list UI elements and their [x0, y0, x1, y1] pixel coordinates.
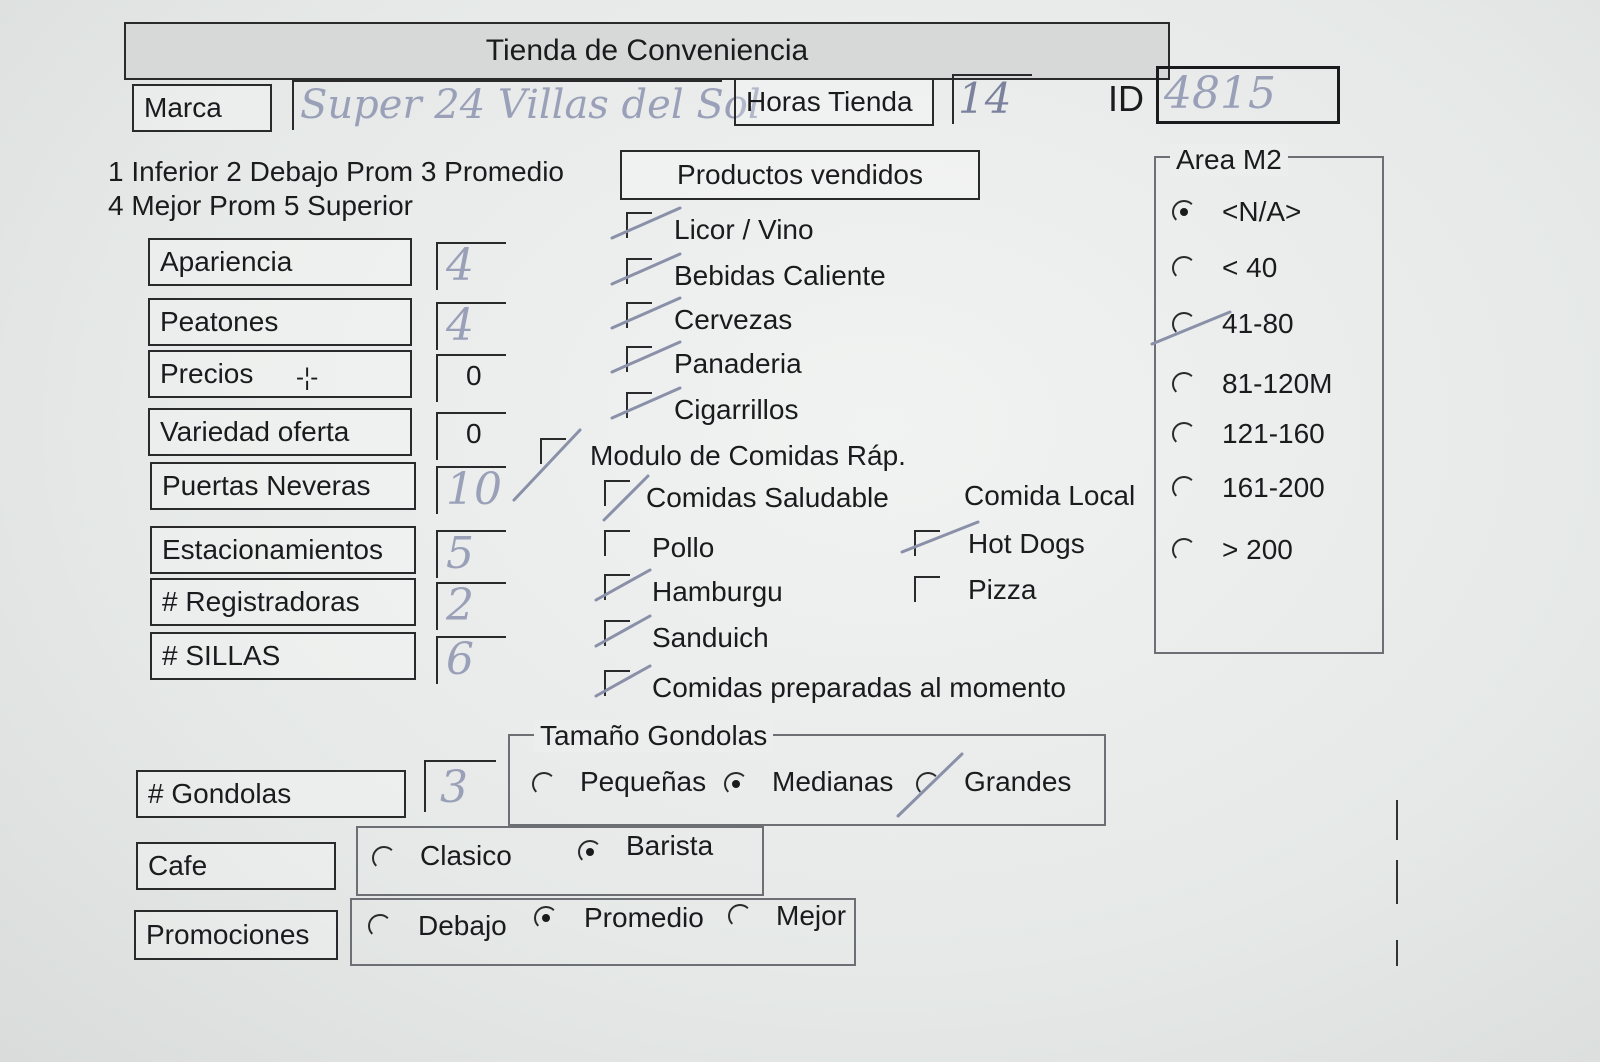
- horas-tienda-label-text: Horas Tienda: [746, 86, 913, 117]
- fast-food-check-stroke: [514, 430, 580, 500]
- promociones-label-text: Promociones: [146, 919, 310, 950]
- promo-option-label: Mejor: [776, 900, 847, 931]
- gondolas-label-text: # Gondolas: [148, 778, 292, 809]
- rating-value-peatones: 4: [446, 300, 474, 351]
- healthy-food-label: Comidas Saludable: [646, 482, 889, 513]
- product-check-stroke-1: [612, 254, 680, 284]
- promo-option-label: Promedio: [584, 902, 704, 933]
- food-label: Hamburgu: [652, 576, 783, 607]
- area-option-label: < 40: [1222, 252, 1278, 283]
- food-label: Pollo: [652, 532, 715, 563]
- scale-legend-line1: 1 Inferior 2 Debajo Prom 3 Promedio: [108, 156, 564, 187]
- rating-label-text: Variedad oferta: [160, 416, 350, 447]
- rating-label-text: Estacionamientos: [162, 534, 384, 565]
- id-value: 4815: [1164, 68, 1276, 119]
- rating-label-text: Puertas Neveras: [162, 470, 371, 501]
- comida-local-label: Comida Local: [964, 480, 1136, 511]
- product-label: Panaderia: [674, 348, 802, 379]
- rating-value-precios: 0: [466, 360, 482, 391]
- healthy-check-stroke: [604, 476, 648, 520]
- area-option-label: > 200: [1222, 534, 1293, 565]
- rating-value-registradoras: 2: [446, 580, 474, 631]
- product-label: Bebidas Caliente: [674, 260, 886, 291]
- gondola-size-label: Medianas: [772, 766, 894, 797]
- product-check-stroke-4: [612, 388, 680, 418]
- food-check-stroke-1: [596, 570, 650, 600]
- area-option-label: 41-80: [1222, 308, 1294, 339]
- local-food-label: Pizza: [968, 574, 1037, 605]
- local-food-label: Hot Dogs: [968, 528, 1085, 559]
- id-label: ID: [1108, 78, 1144, 119]
- gondola-size-label: Grandes: [964, 766, 1072, 797]
- marca-label-text: Marca: [144, 92, 222, 123]
- product-check-stroke-2: [612, 298, 680, 328]
- area-option-label: <N/A>: [1222, 196, 1302, 227]
- area-option-label: 121-160: [1222, 418, 1325, 449]
- food-check-stroke-3: [596, 666, 650, 696]
- area-mark-stroke-2: [1152, 312, 1230, 344]
- tamano-gondolas-legend: Tamaño Gondolas: [534, 720, 773, 752]
- marca-value: Super 24 Villas del Sol: [300, 82, 761, 128]
- product-check-stroke-0: [612, 208, 680, 238]
- area-option-label: 161-200: [1222, 472, 1325, 503]
- rating-label-text: Precios: [160, 358, 254, 389]
- food-label: Sanduich: [652, 622, 769, 653]
- area-m2-legend: Area M2: [1170, 144, 1288, 176]
- rating-value-estacionamientos: 5: [446, 528, 474, 579]
- gondolas-value: 3: [440, 762, 468, 813]
- cafe-option-label: Clasico: [420, 840, 512, 871]
- rating-label-text: # SILLAS: [162, 640, 281, 671]
- gondola-size-label: Pequeñas: [580, 766, 707, 797]
- product-label: Cervezas: [674, 304, 793, 335]
- form-title-text: Tienda de Conveniencia: [485, 34, 809, 67]
- gondola-mark-stroke-2: [898, 754, 962, 816]
- rating-value-apariencia: 4: [446, 240, 474, 291]
- rating-value-puertas-neveras: 10: [446, 464, 502, 515]
- rating-value-variedad-oferta: 0: [466, 418, 482, 449]
- rating-value-sillas: 6: [446, 634, 474, 685]
- area-option-label: 81-120M: [1222, 368, 1333, 399]
- fast-food-label: Modulo de Comidas Ráp.: [590, 440, 906, 471]
- precios-cursor-mark: -¦-: [296, 364, 319, 391]
- food-label: Comidas preparadas al momento: [652, 672, 1066, 703]
- productos-vendidos-text: Productos vendidos: [677, 159, 923, 190]
- product-check-stroke-3: [612, 342, 680, 372]
- scale-legend-line2: 4 Mejor Prom 5 Superior: [108, 190, 414, 221]
- promo-option-label: Debajo: [418, 910, 507, 941]
- cafe-label-text: Cafe: [148, 850, 208, 881]
- food-check-stroke-2: [596, 616, 650, 646]
- horas-tienda-value: 14: [958, 74, 1012, 123]
- local-food-check-stroke-0: [902, 522, 978, 552]
- product-label: Cigarrillos: [674, 394, 799, 425]
- rating-label-text: Apariencia: [160, 246, 293, 277]
- rating-label-text: Peatones: [160, 306, 279, 337]
- product-label: Licor / Vino: [674, 214, 814, 245]
- rating-label-text: # Registradoras: [162, 586, 360, 617]
- cafe-option-label: Barista: [626, 830, 714, 861]
